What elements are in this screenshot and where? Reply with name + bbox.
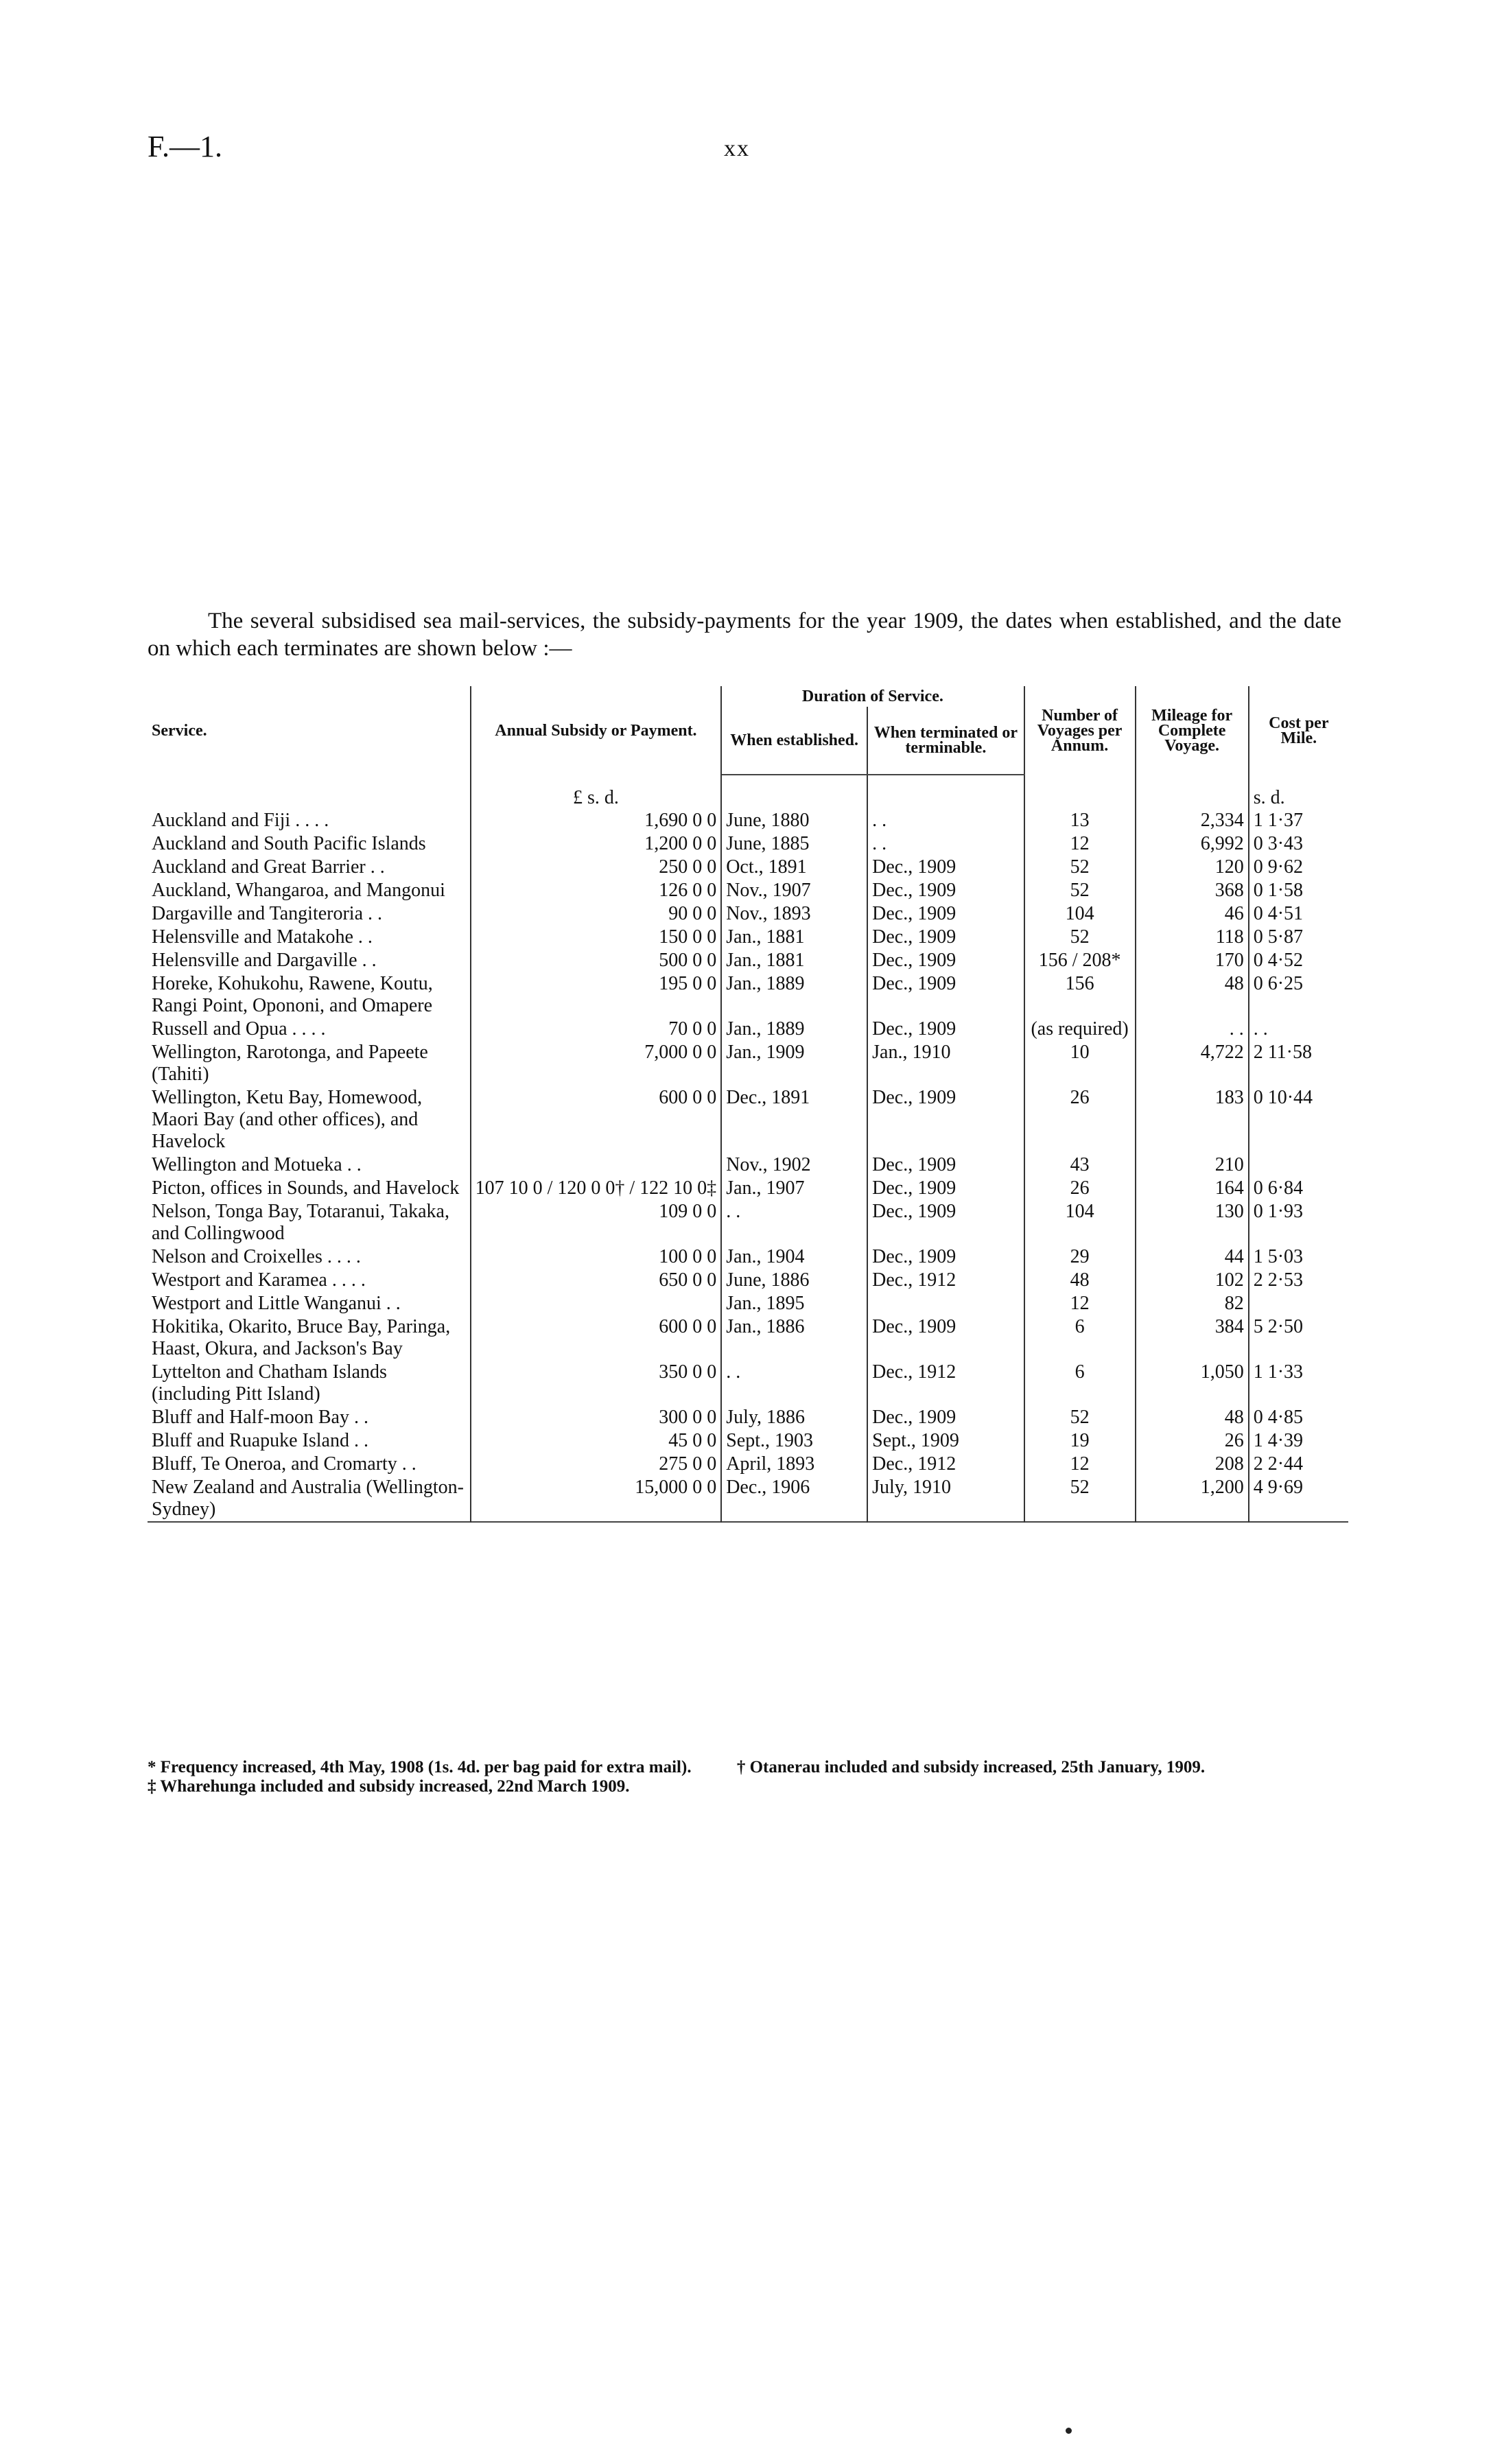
cell-voyages: 13 <box>1024 809 1136 832</box>
cell-mileage: 82 <box>1136 1292 1249 1315</box>
cell-subsidy: 1,690 0 0 <box>471 809 722 832</box>
cell-voyages: 12 <box>1024 1292 1136 1315</box>
cell-voyages: 26 <box>1024 1086 1136 1153</box>
table-row <box>148 1177 1348 1200</box>
cell-mileage: 1,050 <box>1136 1361 1249 1406</box>
cell-voyages: 52 <box>1024 926 1136 949</box>
table-row <box>148 1269 1348 1292</box>
cell-terminated: . . <box>867 809 1024 832</box>
cell-subsidy: 300 0 0 <box>471 1406 722 1429</box>
cell-service: Bluff and Half-moon Bay . . <box>148 1406 471 1429</box>
cell-established: July, 1886 <box>721 1406 867 1429</box>
cell-service: Picton, offices in Sounds, and Havelock <box>148 1177 471 1200</box>
page-reference: F.—1. <box>148 130 222 163</box>
cell-mileage: 1,200 <box>1136 1476 1249 1522</box>
cell-mileage: 48 <box>1136 1406 1249 1429</box>
cell-subsidy <box>471 1153 722 1177</box>
col-mileage: Mileage for Complete Voyage. <box>1136 686 1249 775</box>
table-row <box>148 809 1348 832</box>
subsidy-units: £ s. d. <box>471 775 722 809</box>
col-subsidy: Annual Subsidy or Payment. <box>471 686 722 775</box>
cell-cost: 4 9·69 <box>1253 1477 1304 1498</box>
cell-established: Jan., 1886 <box>721 1315 867 1361</box>
cell-service: Dargaville and Tangiteroria . . <box>148 902 471 926</box>
cell-service: Auckland, Whangaroa, and Mangonui <box>148 879 471 902</box>
col-established: When established. <box>721 707 867 775</box>
cell-subsidy: 1,200 0 0 <box>471 832 722 856</box>
cell-service: Horeke, Kohukohu, Rawene, Koutu, Rangi Point, Opononi, and Omapere <box>148 972 471 1018</box>
cell-established: Jan., 1889 <box>721 972 867 1018</box>
cell-mileage: 46 <box>1136 902 1249 926</box>
table-row <box>148 1041 1348 1086</box>
table-row <box>148 1429 1348 1453</box>
cell-mileage: 183 <box>1136 1086 1249 1153</box>
cell-terminated: Dec., 1909 <box>867 879 1024 902</box>
table-row <box>148 1245 1348 1269</box>
cell-voyages: (as required) <box>1024 1018 1136 1041</box>
cell-voyages: 104 <box>1024 1200 1136 1245</box>
cell-terminated: Dec., 1912 <box>867 1453 1024 1476</box>
cell-terminated: Dec., 1912 <box>867 1269 1024 1292</box>
cell-terminated <box>867 1292 1024 1315</box>
cell-terminated: Dec., 1909 <box>867 972 1024 1018</box>
cell-cost: 0 3·43 <box>1253 833 1304 854</box>
table-row <box>148 832 1348 856</box>
cell-terminated: Jan., 1910 <box>867 1041 1024 1086</box>
cell-terminated: Dec., 1909 <box>867 1245 1024 1269</box>
cell-established: . . <box>721 1361 867 1406</box>
cell-voyages: 29 <box>1024 1245 1136 1269</box>
cell-subsidy: 100 0 0 <box>471 1245 722 1269</box>
cell-established: Nov., 1907 <box>721 879 867 902</box>
cell-cost: 0 4·51 <box>1253 903 1304 924</box>
cell-service: Helensville and Dargaville . . <box>148 949 471 972</box>
mail-services-table <box>148 686 1348 1534</box>
table-row <box>148 926 1348 949</box>
cell-mileage: 164 <box>1136 1177 1249 1200</box>
col-terminated: When terminated or terminable. <box>867 707 1024 775</box>
cell-established: Nov., 1893 <box>721 902 867 926</box>
cell-terminated: Dec., 1909 <box>867 1153 1024 1177</box>
cell-service: Wellington and Motueka . . <box>148 1153 471 1177</box>
cell-subsidy: 250 0 0 <box>471 856 722 879</box>
cell-established: Sept., 1903 <box>721 1429 867 1453</box>
cell-subsidy: 7,000 0 0 <box>471 1041 722 1086</box>
cell-service: Wellington, Rarotonga, and Papeete (Tahiti) <box>148 1041 471 1086</box>
table-row <box>148 1453 1348 1476</box>
footnotes <box>148 1758 1348 1796</box>
col-cost: Cost per Mile. <box>1269 714 1329 747</box>
col-duration: Duration of Service. <box>721 686 1024 707</box>
cell-voyages: 12 <box>1024 832 1136 856</box>
cell-established: . . <box>721 1200 867 1245</box>
table-row <box>148 1200 1348 1245</box>
cell-cost: 0 6·25 <box>1253 973 1304 994</box>
cell-mileage: 384 <box>1136 1315 1249 1361</box>
cell-mileage: 368 <box>1136 879 1249 902</box>
cell-voyages: 19 <box>1024 1429 1136 1453</box>
cell-established: Dec., 1891 <box>721 1086 867 1153</box>
cell-mileage: 6,992 <box>1136 832 1249 856</box>
cell-terminated: Dec., 1909 <box>867 856 1024 879</box>
cell-terminated: . . <box>867 832 1024 856</box>
cell-service: Westport and Karamea . . . . <box>148 1269 471 1292</box>
cell-cost: . . <box>1253 1018 1268 1040</box>
cell-voyages: 52 <box>1024 879 1136 902</box>
cell-established: Dec., 1906 <box>721 1476 867 1522</box>
cell-subsidy: 107 10 0 / 120 0 0† / 122 10 0‡ <box>471 1177 722 1200</box>
table-row <box>148 1406 1348 1429</box>
page-dot-mark <box>1066 2428 1072 2434</box>
cell-voyages: 52 <box>1024 856 1136 879</box>
cell-service: Helensville and Matakohe . . <box>148 926 471 949</box>
cell-terminated: Dec., 1909 <box>867 949 1024 972</box>
cell-terminated: July, 1910 <box>867 1476 1024 1522</box>
table-row <box>148 856 1348 879</box>
cell-cost: 1 5·03 <box>1253 1246 1304 1267</box>
cell-cost: 0 1·58 <box>1253 880 1304 901</box>
cell-mileage: 48 <box>1136 972 1249 1018</box>
cell-terminated: Dec., 1909 <box>867 926 1024 949</box>
col-voyages: Number of Voyages per Annum. <box>1024 686 1136 775</box>
cell-mileage: 2,334 <box>1136 809 1249 832</box>
cell-cost: 0 9·62 <box>1253 856 1304 878</box>
cell-service: Russell and Opua . . . . <box>148 1018 471 1041</box>
cell-established: Oct., 1891 <box>721 856 867 879</box>
cell-established: Jan., 1889 <box>721 1018 867 1041</box>
cell-voyages: 6 <box>1024 1315 1136 1361</box>
cell-subsidy: 600 0 0 <box>471 1086 722 1153</box>
cell-cost: 0 1·93 <box>1253 1201 1304 1222</box>
cell-cost: 2 2·53 <box>1253 1269 1304 1291</box>
cell-established: Jan., 1895 <box>721 1292 867 1315</box>
cell-voyages: 6 <box>1024 1361 1136 1406</box>
cell-mileage: 102 <box>1136 1269 1249 1292</box>
cell-service: Westport and Little Wanganui . . <box>148 1292 471 1315</box>
page-number: xx <box>724 136 750 161</box>
cell-terminated: Sept., 1909 <box>867 1429 1024 1453</box>
footnote: ‡ Wharehunga included and subsidy increased, 22nd March 1909. <box>148 1777 630 1796</box>
cell-mileage: . . <box>1136 1018 1249 1041</box>
cell-service: New Zealand and Australia (Wellington-Sydney) <box>148 1476 471 1522</box>
cell-cost: 2 2·44 <box>1253 1453 1304 1475</box>
cell-voyages: 48 <box>1024 1269 1136 1292</box>
cell-voyages: 26 <box>1024 1177 1136 1200</box>
cell-mileage: 170 <box>1136 949 1249 972</box>
cell-established: April, 1893 <box>721 1453 867 1476</box>
cell-cost: 1 1·37 <box>1253 810 1304 831</box>
cell-subsidy: 150 0 0 <box>471 926 722 949</box>
cell-mileage: 120 <box>1136 856 1249 879</box>
footnote: † Otanerau included and subsidy increased, 25th January, 1909. <box>736 1758 1206 1776</box>
cell-subsidy: 500 0 0 <box>471 949 722 972</box>
cell-terminated: Dec., 1909 <box>867 1177 1024 1200</box>
cell-voyages: 156 <box>1024 972 1136 1018</box>
cell-service: Auckland and Great Barrier . . <box>148 856 471 879</box>
cell-established: Nov., 1902 <box>721 1153 867 1177</box>
table-row <box>148 972 1348 1018</box>
cell-established: June, 1885 <box>721 832 867 856</box>
table-row <box>148 1086 1348 1153</box>
cell-subsidy: 90 0 0 <box>471 902 722 926</box>
cell-terminated: Dec., 1909 <box>867 1018 1024 1041</box>
cell-cost <box>1249 1153 1348 1177</box>
table-row <box>148 1018 1348 1041</box>
cell-established: June, 1886 <box>721 1269 867 1292</box>
cell-terminated: Dec., 1909 <box>867 1086 1024 1153</box>
cell-established: Jan., 1881 <box>721 926 867 949</box>
table-row <box>148 902 1348 926</box>
cell-service: Lyttelton and Chatham Islands (including Pitt Island) <box>148 1361 471 1406</box>
cell-mileage: 118 <box>1136 926 1249 949</box>
cell-cost: 0 4·52 <box>1253 950 1304 971</box>
cell-subsidy: 45 0 0 <box>471 1429 722 1453</box>
cell-cost: 2 11·58 <box>1253 1042 1312 1063</box>
table-row <box>148 1476 1348 1522</box>
cell-service: Bluff and Ruapuke Island . . <box>148 1429 471 1453</box>
cell-cost: 0 10·44 <box>1253 1087 1313 1108</box>
cell-subsidy: 70 0 0 <box>471 1018 722 1041</box>
table-row <box>148 1153 1348 1177</box>
cell-mileage: 208 <box>1136 1453 1249 1476</box>
cell-service: Wellington, Ketu Bay, Homewood, Maori Bay (and other offices), and Havelock <box>148 1086 471 1153</box>
cell-cost: 0 6·84 <box>1253 1177 1304 1199</box>
cell-subsidy: 15,000 0 0 <box>471 1476 722 1522</box>
cell-voyages: 156 / 208* <box>1024 949 1136 972</box>
cell-terminated: Dec., 1909 <box>867 1315 1024 1361</box>
cell-mileage: 130 <box>1136 1200 1249 1245</box>
cell-voyages: 43 <box>1024 1153 1136 1177</box>
cell-terminated: Dec., 1909 <box>867 1406 1024 1429</box>
cell-voyages: 52 <box>1024 1476 1136 1522</box>
table-row <box>148 1292 1348 1315</box>
cell-established: Jan., 1909 <box>721 1041 867 1086</box>
cell-cost: 0 5·87 <box>1253 926 1304 948</box>
cell-subsidy: 350 0 0 <box>471 1361 722 1406</box>
cell-cost <box>1249 1292 1348 1315</box>
cost-units: s. d. <box>1253 787 1285 808</box>
cell-terminated: Dec., 1912 <box>867 1361 1024 1406</box>
cell-mileage: 4,722 <box>1136 1041 1249 1086</box>
cell-subsidy <box>471 1292 722 1315</box>
cell-subsidy: 109 0 0 <box>471 1200 722 1245</box>
cell-subsidy: 126 0 0 <box>471 879 722 902</box>
cell-terminated: Dec., 1909 <box>867 902 1024 926</box>
cell-established: June, 1880 <box>721 809 867 832</box>
cell-voyages: 12 <box>1024 1453 1136 1476</box>
cell-subsidy: 275 0 0 <box>471 1453 722 1476</box>
table-row <box>148 1361 1348 1406</box>
cell-voyages: 104 <box>1024 902 1136 926</box>
cell-service: Hokitika, Okarito, Bruce Bay, Paringa, Haast, Okura, and Jackson's Bay <box>148 1315 471 1361</box>
col-service: Service. <box>148 686 471 775</box>
cell-cost: 5 2·50 <box>1253 1316 1304 1337</box>
cell-subsidy: 650 0 0 <box>471 1269 722 1292</box>
cell-cost: 1 1·33 <box>1253 1361 1304 1383</box>
cell-cost: 1 4·39 <box>1253 1430 1304 1451</box>
cell-service: Auckland and Fiji . . . . <box>148 809 471 832</box>
cell-subsidy: 195 0 0 <box>471 972 722 1018</box>
cell-cost: 0 4·85 <box>1253 1407 1304 1428</box>
cell-voyages: 52 <box>1024 1406 1136 1429</box>
table-row <box>148 1315 1348 1361</box>
cell-voyages: 10 <box>1024 1041 1136 1086</box>
cell-mileage: 26 <box>1136 1429 1249 1453</box>
cell-established: Jan., 1907 <box>721 1177 867 1200</box>
cell-established: Jan., 1881 <box>721 949 867 972</box>
cell-established: Jan., 1904 <box>721 1245 867 1269</box>
cell-mileage: 44 <box>1136 1245 1249 1269</box>
cell-terminated: Dec., 1909 <box>867 1200 1024 1245</box>
intro-paragraph: The several subsidised sea mail-services, the subsidy-payments for the year 1909, the dates when established, and the date on which each terminates are shown below :— <box>148 609 1341 661</box>
table-row <box>148 949 1348 972</box>
footnote: * Frequency increased, 4th May, 1908 (1s. 4d. per bag paid for extra mail). <box>148 1758 692 1776</box>
cell-service: Nelson, Tonga Bay, Totaranui, Takaka, and Collingwood <box>148 1200 471 1245</box>
cell-mileage: 210 <box>1136 1153 1249 1177</box>
table-row <box>148 879 1348 902</box>
cell-service: Auckland and South Pacific Islands <box>148 832 471 856</box>
cell-subsidy: 600 0 0 <box>471 1315 722 1361</box>
cell-service: Nelson and Croixelles . . . . <box>148 1245 471 1269</box>
cell-service: Bluff, Te Oneroa, and Cromarty . . <box>148 1453 471 1476</box>
